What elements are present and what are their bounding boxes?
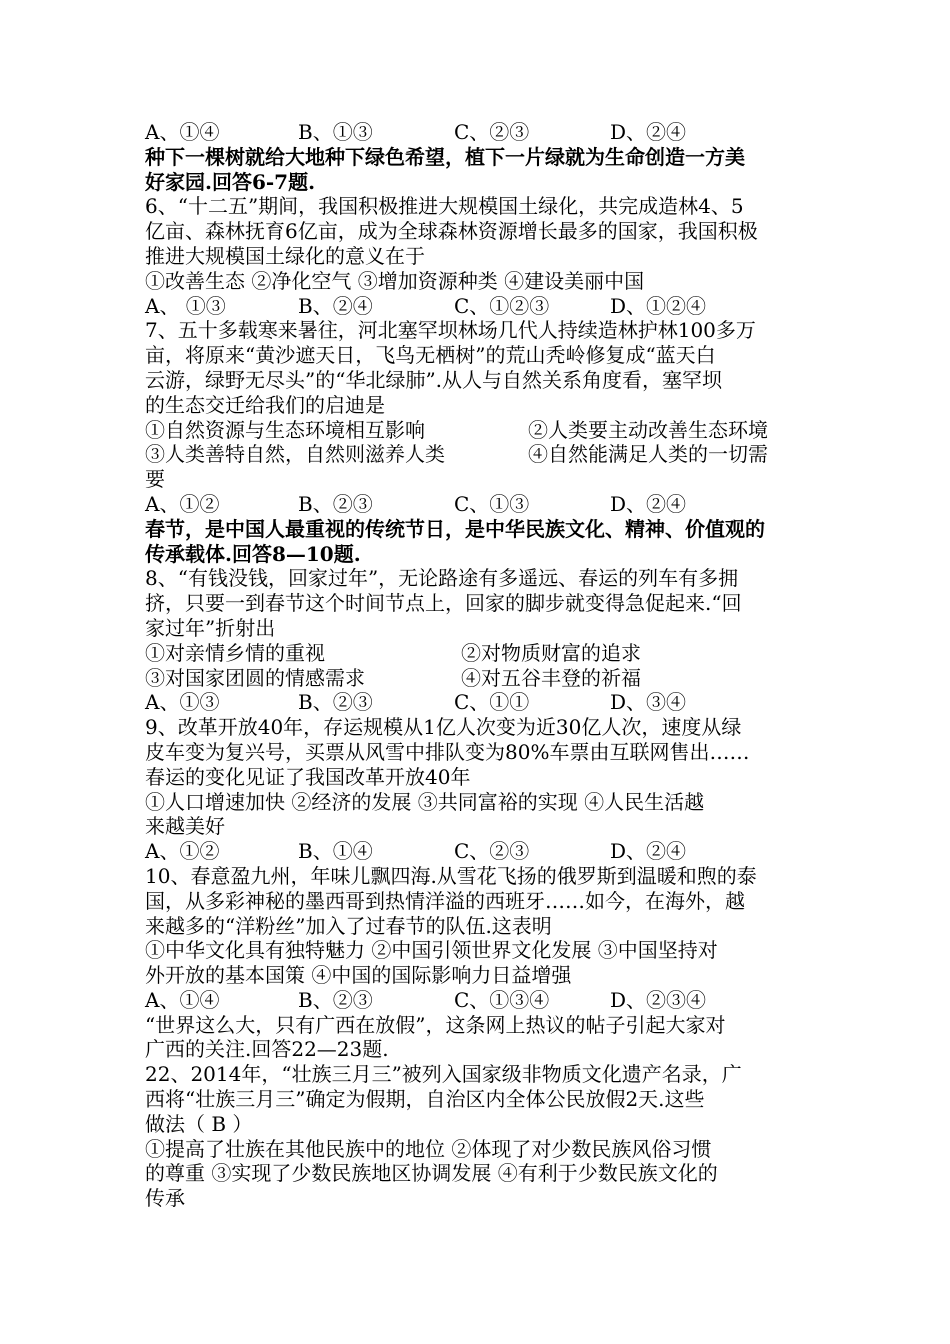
text-line: 来越多的“洋粉丝”加入了过春节的队伍.这表明 — [145, 913, 552, 938]
text-line: 云游，绿野无尽头”的“华北绿肺”.从人与自然关系角度看，塞罕坝 — [145, 367, 723, 392]
text-line: ①人口增速加快 ②经济的发展 ③共同富裕的实现 ④人民生活越 — [145, 789, 705, 814]
text-line: 9、改革开放40年，存运规模从1亿人次变为近30亿人次，速度从绿 — [145, 715, 742, 740]
choice-item-a: ①对亲情乡情的重视 — [145, 640, 325, 665]
choice-item-b: ④自然能满足人类的一切需 — [528, 442, 768, 467]
answer-options — [145, 294, 810, 319]
option-b: B、①④ — [298, 839, 373, 864]
text-line: 亿亩、森林抚育6亿亩，成为全球森林资源增长最多的国家，我国积极 — [145, 219, 758, 244]
option-d: D、②④ — [610, 839, 687, 864]
option-b: B、②③ — [298, 491, 373, 516]
text-line: 春运的变化见证了我国改革开放40年 — [145, 764, 471, 789]
choice-item-b: ②人类要主动改善生态环境 — [528, 417, 768, 442]
section-intro-line: 种下一棵树就给大地种下绿色希望，植下一片绿就为生命创造一方美 — [145, 144, 745, 169]
text-line: 推进大规模国土绿化的意义在于 — [145, 243, 425, 268]
option-d: D、②④ — [610, 120, 687, 144]
option-c: C、①③ — [454, 491, 530, 516]
text-line: 国，从多彩神秘的墨西哥到热情洋溢的西班牙……如今，在海外，越 — [145, 888, 745, 913]
choice-items — [145, 418, 810, 443]
option-c: C、①②③ — [454, 293, 550, 318]
section-intro-line: 好家园.回答6-7题. — [145, 169, 316, 194]
option-a: A、①② — [145, 839, 220, 864]
text-line: 8、“有钱没钱，回家过年”，无论路途有多遥远、春运的列车有多拥 — [145, 566, 739, 591]
option-d: D、①②④ — [610, 293, 707, 318]
text-line: 家过年”折射出 — [145, 615, 276, 640]
text-line: 6、“十二五”期间，我国积极推进大规模国土绿化，共完成造林4、5 — [145, 194, 744, 219]
text-line: 10、春意盈九州，年味儿飘四海.从雪花飞扬的俄罗斯到温暖和煦的泰 — [145, 863, 757, 888]
text-line: “世界这么大，只有广西在放假”，这条网上热议的帖子引起大家对 — [145, 1012, 726, 1037]
text-line: 传承 — [145, 1186, 185, 1211]
text-line: 要 — [145, 467, 165, 492]
text-line: ①改善生态 ②净化空气 ③增加资源种类 ④建设美丽中国 — [145, 268, 645, 293]
choice-items — [145, 666, 810, 691]
answer-options — [145, 690, 810, 715]
answer-options — [145, 839, 810, 864]
text-line: 22、2014年，“壮族三月三”被列入国家级非物质文化遗产名录，广 — [145, 1062, 742, 1087]
answer-options — [145, 492, 810, 517]
option-c: C、①① — [454, 690, 530, 715]
option-c: C、①③④ — [454, 987, 550, 1012]
option-a: A、①③ — [145, 690, 220, 715]
text-line: 的尊重 ③实现了少数民族地区协调发展 ④有利于少数民族文化的 — [145, 1161, 718, 1186]
text-line: 亩，将原来“黄沙遮天日，飞鸟无栖树”的荒山秃岭修复成“蓝天白 — [145, 343, 716, 368]
choice-items — [145, 641, 810, 666]
choice-item-a: ③对国家团圆的情感需求 — [145, 665, 365, 690]
text-line: 挤，只要一到春节这个时间节点上，回家的脚步就变得急促起来.“回 — [145, 591, 742, 616]
text-line: 外开放的基本国策 ④中国的国际影响力日益增强 — [145, 963, 572, 988]
option-b: B、②③ — [298, 987, 373, 1012]
text-line: ①提高了壮族在其他民族中的地位 ②体现了对少数民族风俗习惯 — [145, 1136, 712, 1161]
text-line: 广西的关注.回答22—23题. — [145, 1037, 389, 1062]
choice-item-a: ③人类善特自然，自然则滋养人类 — [145, 442, 445, 467]
option-d: D、②④ — [610, 491, 687, 516]
option-a: A、①② — [145, 491, 220, 516]
choice-items — [145, 442, 810, 467]
text-line: 来越美好 — [145, 814, 225, 839]
text-line: 的生态交迁给我们的启迪是 — [145, 392, 385, 417]
option-a: A、 ①③ — [145, 293, 226, 318]
choice-item-b: ②对物质财富的追求 — [461, 640, 641, 665]
answer-options — [145, 988, 810, 1013]
option-b: B、①③ — [298, 120, 373, 144]
option-b: B、②③ — [298, 690, 373, 715]
option-d: D、②③④ — [610, 987, 707, 1012]
option-c: C、②③ — [454, 839, 530, 864]
section-intro-line: 传承载体.回答8—10题. — [145, 541, 361, 566]
document-page — [145, 120, 810, 1211]
option-d: D、③④ — [610, 690, 687, 715]
option-a: A、①④ — [145, 987, 220, 1012]
option-a: A、①④ — [145, 120, 220, 144]
option-c: C、②③ — [454, 120, 530, 144]
text-line: ①中华文化具有独特魅力 ②中国引领世界文化发展 ③中国坚持对 — [145, 938, 718, 963]
text-line: 做法（ B ） — [145, 1111, 253, 1136]
choice-item-b: ④对五谷丰登的祈福 — [461, 665, 641, 690]
option-b: B、②④ — [298, 293, 373, 318]
text-line: 西将“壮族三月三”确定为假期，自治区内全体公民放假2天.这些 — [145, 1087, 705, 1112]
answer-options — [145, 120, 810, 145]
choice-item-a: ①自然资源与生态环境相互影响 — [145, 417, 425, 442]
text-line: 7、五十多载寒来暑往，河北塞罕坝林场几代人持续造林护林100多万 — [145, 318, 756, 343]
text-line: 皮车变为复兴号，买票从风雪中排队变为80%车票由互联网售出…… — [145, 739, 750, 764]
section-intro-line: 春节，是中国人最重视的传统节日，是中华民族文化、精神、价值观的 — [145, 516, 765, 541]
